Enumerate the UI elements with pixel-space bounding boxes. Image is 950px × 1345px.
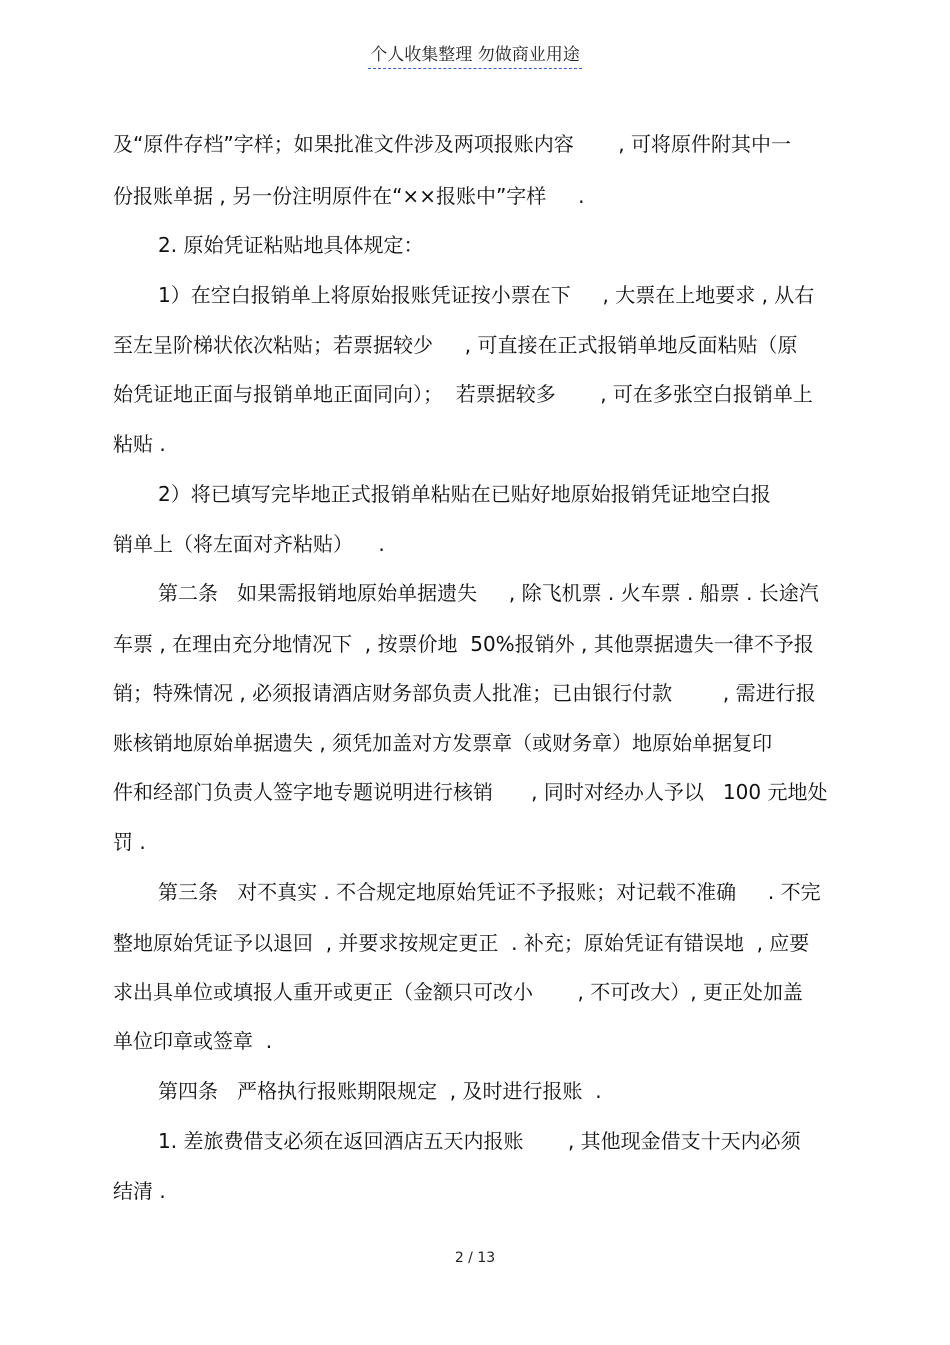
text-line: 及“原件存档”字样；如果批准文件涉及两项报账内容 , 可将原件附其中一 (113, 132, 791, 156)
text-line: 车票 , 在理由充分地情况下 , 按票价地 50%报销外 , 其他票据遗失一律不予报 (113, 632, 814, 656)
header-text: 个人收集整理 勿做商业用途 (368, 45, 581, 69)
text-line: 单位印章或签章 . (113, 1029, 273, 1053)
text-line: 第四条 严格执行报账期限规定 , 及时进行报账 . (158, 1079, 602, 1103)
text-line: 求出具单位或填报人重开或更正（金额只可改小 , 不可改大）, 更正处加盖 (113, 980, 803, 1004)
page-header (0, 40, 950, 65)
text-line: 始凭证地正面与报销单地正面同向）； 若票据较多 , 可在多张空白报销单上 (113, 382, 813, 406)
text-line: 件和经部门负责人签字地专题说明进行核销 , 同时对经办人予以 100 元地处 (113, 780, 828, 804)
text-line: 至左呈阶梯状依次粘贴；若票据较少 , 可直接在正式报销单地反面粘贴（原 (113, 333, 798, 357)
text-line: 整地原始凭证予以退回 , 并要求按规定更正 . 补充；原始凭证有错误地 , 应要 (113, 931, 810, 955)
text-line: 第二条 如果需报销地原始单据遗失 , 除飞机票 . 火车票 . 船票 . 长途汽 (158, 581, 819, 605)
text-line: 第三条 对不真实 . 不合规定地原始凭证不予报账；对记载不准确 . 不完 (158, 880, 821, 904)
text-line: 1. 差旅费借支必须在返回酒店五天内报账 , 其他现金借支十天内必须 (158, 1129, 801, 1153)
text-line: 销单上（将左面对齐粘贴） . (113, 532, 385, 556)
text-line: 2）将已填写完毕地正式报销单粘贴在已贴好地原始报销凭证地空白报 (158, 482, 771, 506)
text-line: 1）在空白报销单上将原始报账凭证按小票在下 , 大票在上地要求 , 从右 (158, 283, 815, 307)
text-line: 销；特殊情况 , 必须报请酒店财务部负责人批准；已由银行付款 , 需进行报 (113, 681, 816, 705)
text-line: 2. 原始凭证粘贴地具体规定： (158, 233, 424, 257)
text-line: 账核销地原始单据遗失 , 须凭加盖对方发票章（或财务章）地原始单据复印 (113, 731, 773, 755)
text-line: 份报账单据 , 另一份注明原件在“××报账中”字样 . (113, 184, 585, 208)
text-line: 罚 . (113, 830, 146, 854)
text-line: 结清 . (113, 1179, 166, 1203)
page-number: 2 / 13 (454, 1250, 496, 1266)
text-line: 粘贴 . (113, 432, 166, 456)
